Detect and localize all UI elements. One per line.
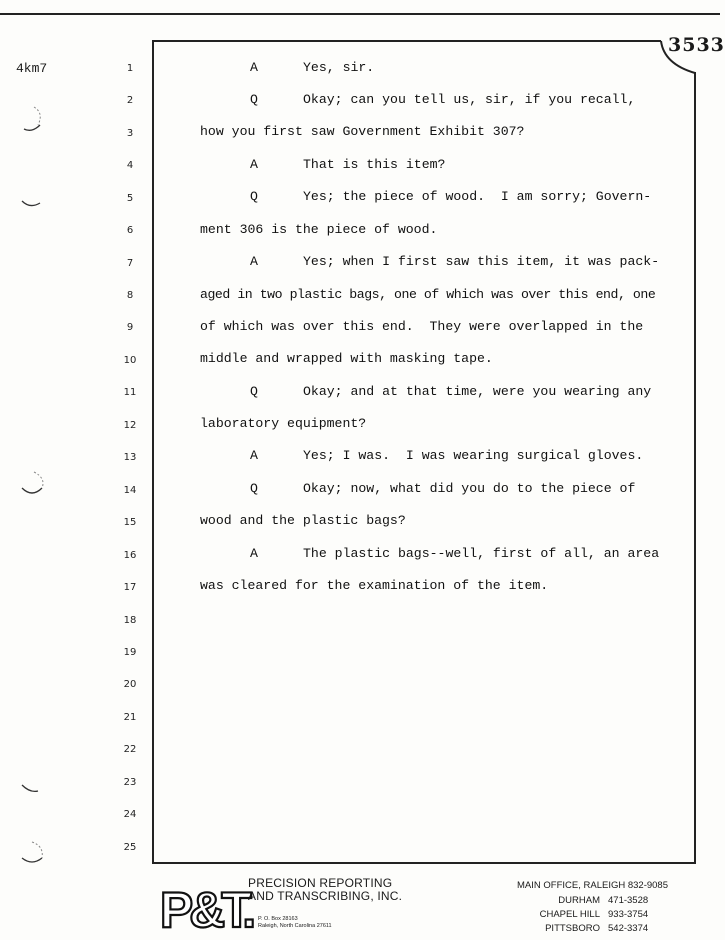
line-number: 23 bbox=[123, 777, 137, 788]
speaker-label: A bbox=[250, 157, 258, 172]
frame-bottom-border bbox=[152, 862, 696, 864]
office-phone: 471-3528 bbox=[608, 895, 649, 906]
office-city: DURHAM bbox=[558, 895, 600, 906]
punch-hole-mark bbox=[20, 775, 46, 805]
office-phone: 542-3374 bbox=[608, 923, 649, 934]
frame-left-border bbox=[152, 40, 154, 864]
punch-hole-mark bbox=[20, 103, 46, 133]
line-number: 25 bbox=[123, 842, 137, 853]
transcript-line: of which was over this end. They were overlapped in the bbox=[200, 319, 644, 334]
frame-corner-curve bbox=[660, 40, 696, 74]
line-number: 17 bbox=[123, 582, 137, 593]
transcript-line: Yes; the piece of wood. I am sorry; Govern- bbox=[303, 189, 652, 204]
line-number: 10 bbox=[123, 355, 137, 366]
transcript-line: Yes; I was. I was wearing surgical gloves. bbox=[303, 448, 644, 463]
line-number: 1 bbox=[126, 63, 134, 74]
address-line2: Raleigh, North Carolina 27611 bbox=[258, 923, 332, 929]
speaker-label: Q bbox=[250, 92, 258, 107]
transcript-line: how you first saw Government Exhibit 307? bbox=[200, 124, 525, 139]
transcript-line: Okay; now, what did you do to the piece of bbox=[303, 481, 636, 496]
main-office: MAIN OFFICE, RALEIGH 832-9085 bbox=[517, 880, 668, 891]
line-number: 6 bbox=[126, 225, 134, 236]
speaker-label: Q bbox=[250, 481, 258, 496]
punch-hole-mark bbox=[20, 470, 46, 500]
transcript-line: Okay; and at that time, were you wearing any bbox=[303, 384, 652, 399]
company-name-line2: AND TRANSCRIBING, INC. bbox=[248, 889, 403, 903]
margin-code: 4km7 bbox=[16, 61, 48, 76]
line-number: 13 bbox=[123, 452, 137, 463]
transcript-line: was cleared for the examination of the item. bbox=[200, 578, 549, 593]
speaker-label: Q bbox=[250, 384, 258, 399]
line-number: 21 bbox=[123, 712, 137, 723]
transcript-line: laboratory equipment? bbox=[200, 416, 367, 431]
line-number: 2 bbox=[126, 95, 134, 106]
line-number: 15 bbox=[123, 517, 137, 528]
speaker-label: A bbox=[250, 254, 258, 269]
transcript-line: Okay; can you tell us, sir, if you recall, bbox=[303, 92, 636, 107]
transcript-line: Yes; when I first saw this item, it was pack- bbox=[303, 254, 660, 269]
line-number: 19 bbox=[123, 647, 137, 658]
speaker-label: A bbox=[250, 546, 258, 561]
line-number: 20 bbox=[123, 679, 137, 690]
line-number: 9 bbox=[126, 322, 134, 333]
company-name-line1: PRECISION REPORTING bbox=[248, 876, 393, 890]
office-city: CHAPEL HILL bbox=[539, 909, 600, 920]
line-number: 18 bbox=[123, 615, 137, 626]
speaker-label: A bbox=[250, 448, 258, 463]
punch-hole-mark bbox=[20, 838, 46, 868]
line-number: 11 bbox=[123, 387, 137, 398]
address-line1: P. O. Box 28163 bbox=[258, 916, 298, 922]
line-number: 4 bbox=[126, 160, 134, 171]
transcript-line: ment 306 is the piece of wood. bbox=[200, 222, 438, 237]
transcript-line: wood and the plastic bags? bbox=[200, 513, 406, 528]
company-logo bbox=[159, 875, 253, 938]
transcript-line: The plastic bags--well, first of all, an area bbox=[303, 546, 660, 561]
line-number: 22 bbox=[123, 744, 137, 755]
page-number: 3533 bbox=[668, 34, 725, 56]
office-phone: 933-3754 bbox=[608, 909, 649, 920]
transcript-line: middle and wrapped with masking tape. bbox=[200, 351, 493, 366]
line-number: 8 bbox=[126, 290, 134, 301]
transcript-line: Yes, sir. bbox=[303, 60, 375, 75]
company-address bbox=[258, 916, 332, 930]
frame-right-border bbox=[694, 72, 696, 864]
company-name bbox=[248, 877, 402, 903]
line-number: 14 bbox=[123, 485, 137, 496]
punch-hole-mark bbox=[20, 185, 46, 215]
transcript-line: That is this item? bbox=[303, 157, 446, 172]
line-number: 7 bbox=[126, 258, 134, 269]
line-number: 24 bbox=[123, 809, 137, 820]
line-number: 16 bbox=[123, 550, 137, 561]
line-number: 3 bbox=[126, 128, 134, 139]
frame-top-border bbox=[152, 40, 661, 42]
top-rule bbox=[0, 13, 720, 15]
line-number: 5 bbox=[126, 193, 134, 204]
transcript-line: aged in two plastic bags, one of which was over this end, one bbox=[200, 287, 656, 302]
logo-text: P&T. bbox=[159, 882, 253, 938]
office-city: PITTSBORO bbox=[545, 923, 600, 934]
speaker-label: Q bbox=[250, 189, 258, 204]
line-number: 12 bbox=[123, 420, 137, 431]
speaker-label: A bbox=[250, 60, 258, 75]
